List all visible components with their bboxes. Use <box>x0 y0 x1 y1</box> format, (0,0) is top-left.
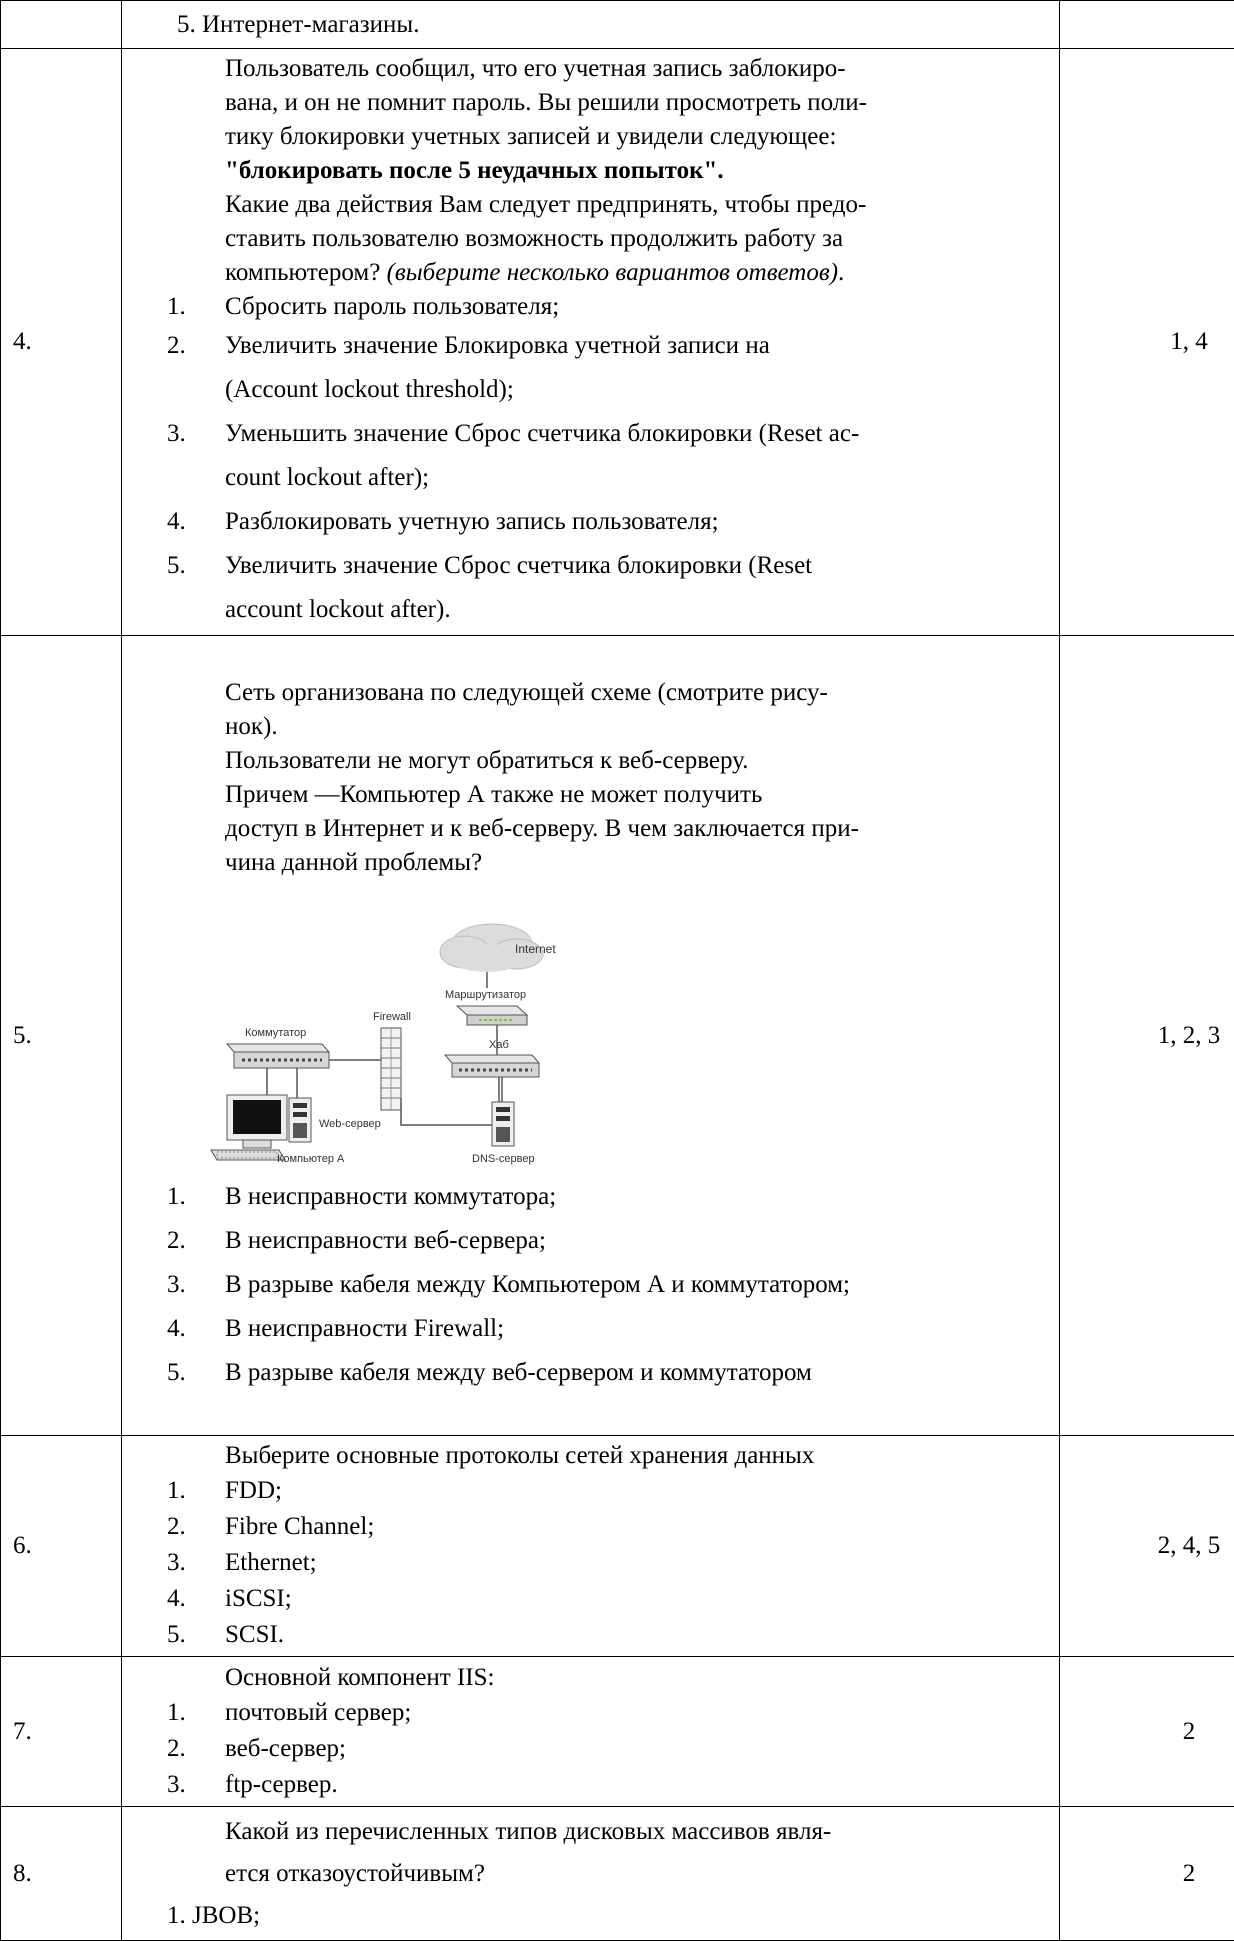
option-text: iSCSI; <box>225 1581 1045 1617</box>
option-text <box>225 544 1045 632</box>
table-row <box>1 1657 1234 1807</box>
answer-cell: 2 <box>1060 1807 1234 1941</box>
table-row <box>1 1436 1234 1657</box>
option-text <box>225 324 1045 412</box>
option-number: 4. <box>167 500 225 544</box>
option-number: 4. <box>167 1581 225 1617</box>
question-text: Выберите основные протоколы сетей хранения данных <box>167 1439 1045 1473</box>
question-text <box>167 52 1045 290</box>
text-line: Увеличить значение Сброс счетчика блокировки (Reset <box>225 544 1045 588</box>
computer-a-label: Компьютер А <box>277 1153 345 1165</box>
list-item <box>167 290 1045 324</box>
answer-cell: 2 <box>1060 1657 1234 1807</box>
firewall-icon <box>381 1028 401 1110</box>
list-item <box>167 1473 1045 1509</box>
list-item <box>167 1617 1045 1653</box>
question-cell <box>122 1807 1060 1941</box>
option-text: 5. Интернет-магазины. <box>177 11 419 38</box>
text-line: Уменьшить значение Сброс счетчика блокировки (Reset ac- <box>225 412 1045 456</box>
option-text: почтовый сервер; <box>225 1695 1045 1731</box>
text-line: чина данной проблемы? <box>225 846 1045 880</box>
question-cell <box>122 1 1060 49</box>
option-number: 5. <box>167 544 225 588</box>
list-item <box>167 412 1045 500</box>
question-cell <box>122 49 1060 636</box>
question-text <box>167 676 1045 880</box>
text-line: (Account lockout threshold); <box>225 368 1045 412</box>
option-text: FDD; <box>225 1473 1045 1509</box>
connection-line <box>401 1077 499 1125</box>
text-line: Разблокировать учетную запись пользователя; <box>225 500 1045 544</box>
option-text: веб-сервер; <box>225 1731 1045 1767</box>
text-line: нок). <box>225 710 1045 744</box>
table-row <box>1 1 1234 49</box>
computer-icon <box>211 1095 287 1160</box>
option-number: 3. <box>167 1263 225 1307</box>
list-item <box>167 1695 1045 1731</box>
question-number-cell: 8. <box>1 1807 122 1941</box>
option-number: 3. <box>167 412 225 456</box>
option-number: 4. <box>167 1307 225 1351</box>
option-text: В неисправности коммутатора; <box>225 1175 1045 1219</box>
text-line: Пользователь сообщил, что его учетная запись заблокиро- <box>225 52 1045 86</box>
option-number: 2. <box>167 1219 225 1263</box>
option-number: 1. <box>167 1175 225 1219</box>
hub-icon <box>445 1055 539 1077</box>
text-line: Сеть организована по следующей схеме (смотрите рису- <box>225 676 1045 710</box>
text-line: count lockout after); <box>225 456 1045 500</box>
question-number-cell: 6. <box>1 1436 122 1657</box>
option-text: Ethernet; <box>225 1545 1045 1581</box>
list-item <box>167 1731 1045 1767</box>
text-line: Причем —Компьютер А также не может получить <box>225 778 1045 812</box>
web-server-icon <box>289 1098 311 1142</box>
option-text: Fibre Channel; <box>225 1509 1045 1545</box>
option-text: В разрыве кабеля между Компьютером А и коммутатором; <box>225 1263 1045 1307</box>
text-span: . <box>838 259 844 286</box>
options-list <box>167 1473 1045 1653</box>
option-number: 5. <box>167 1617 225 1653</box>
text-line: Сбросить пароль пользователя; <box>225 290 1045 324</box>
options-list <box>167 1175 1045 1395</box>
list-item <box>167 1545 1045 1581</box>
table-row <box>1 1807 1234 1941</box>
question-cell <box>122 1657 1060 1807</box>
text-line: тику блокировки учетных записей и увидели следующее: <box>225 120 1045 154</box>
options-list <box>167 1695 1045 1803</box>
dns-server-icon <box>492 1102 514 1146</box>
option-number: 2. <box>167 1509 225 1545</box>
router-icon <box>457 1006 527 1025</box>
text-line: Пользователи не могут обратиться к веб-серверу. <box>225 744 1045 778</box>
option-text: В разрыве кабеля между веб-сервером и коммутатором <box>225 1351 1045 1395</box>
answer-cell: 2, 4, 5 <box>1060 1436 1234 1657</box>
answer-cell: 1, 2, 3 <box>1060 636 1234 1436</box>
question-cell <box>122 636 1060 1436</box>
list-item <box>167 1509 1045 1545</box>
question-cell <box>122 1436 1060 1657</box>
option-number: 2. <box>167 1731 225 1767</box>
question-number-cell: 4. <box>1 49 122 636</box>
list-item <box>167 1175 1045 1219</box>
dns-server-label: DNS-сервер <box>472 1153 535 1165</box>
option-number: 1. <box>167 1473 225 1509</box>
question-number-cell: 7. <box>1 1657 122 1807</box>
question-number-cell <box>1 1 122 49</box>
table-row <box>1 636 1234 1436</box>
option-number: 3. <box>167 1767 225 1803</box>
option-number: 3. <box>167 1545 225 1581</box>
list-item <box>167 1263 1045 1307</box>
option-text <box>225 290 1045 324</box>
option-text: В неисправности Firewall; <box>225 1307 1045 1351</box>
option-text: В неисправности веб-сервера; <box>225 1219 1045 1263</box>
question-number-cell: 5. <box>1 636 122 1436</box>
option-number: 2. <box>167 324 225 368</box>
list-item <box>167 1219 1045 1263</box>
list-item <box>167 544 1045 632</box>
text-line: Какой из перечисленных типов дисковых массивов явля- <box>225 1811 1045 1853</box>
italic-hint: (выберите несколько вариантов ответов) <box>387 259 838 286</box>
text-line: account lockout after). <box>225 588 1045 632</box>
internet-cloud-icon <box>440 924 556 972</box>
options-list <box>167 290 1045 632</box>
option-text: SCSI. <box>225 1617 1045 1653</box>
emphasized-text: "блокировать после 5 неудачных попыток". <box>225 154 1045 188</box>
text-line: Увеличить значение Блокировка учетной записи на <box>225 324 1045 368</box>
list-item <box>167 1307 1045 1351</box>
list-item <box>167 1767 1045 1803</box>
answer-cell: 1, 4 <box>1060 49 1234 636</box>
text-line: ставить пользователю возможность продолжить работу за <box>225 222 1045 256</box>
hub-label: Хаб <box>489 1039 509 1051</box>
text-line <box>225 256 1045 290</box>
answer-cell <box>1060 1 1234 49</box>
text-line: Какие два действия Вам следует предпринять, чтобы предо- <box>225 188 1045 222</box>
network-diagram <box>187 920 627 1165</box>
switch-icon <box>227 1044 329 1068</box>
option-text <box>225 412 1045 500</box>
option-text: ftp-сервер. <box>225 1767 1045 1803</box>
router-label: Маршрутизатор <box>445 989 526 1001</box>
option-number: 5. <box>167 1351 225 1395</box>
list-item <box>167 324 1045 412</box>
option-text <box>225 500 1045 544</box>
list-item <box>167 500 1045 544</box>
option-number: 1. <box>167 1695 225 1731</box>
switch-label: Коммутатор <box>245 1027 306 1039</box>
question-text: Основной компонент IIS: <box>167 1661 1045 1695</box>
list-item <box>167 1351 1045 1395</box>
table-row <box>1 49 1234 636</box>
internet-label: Internet <box>515 942 556 956</box>
option-number: 1. <box>167 290 225 324</box>
text-line: ется отказоустойчивым? <box>225 1853 1045 1895</box>
text-span: компьютером? <box>225 259 387 286</box>
firewall-label: Firewall <box>373 1011 411 1023</box>
list-item: 1. JBOB; <box>167 1895 1045 1937</box>
text-line: вана, и он не помнит пароль. Вы решили просмотреть поли- <box>225 86 1045 120</box>
list-item <box>167 1581 1045 1617</box>
text-line: доступ в Интернет и к веб-серверу. В чем заключается при- <box>225 812 1045 846</box>
question-text <box>167 1811 1045 1895</box>
web-server-label: Web-сервер <box>319 1118 381 1130</box>
